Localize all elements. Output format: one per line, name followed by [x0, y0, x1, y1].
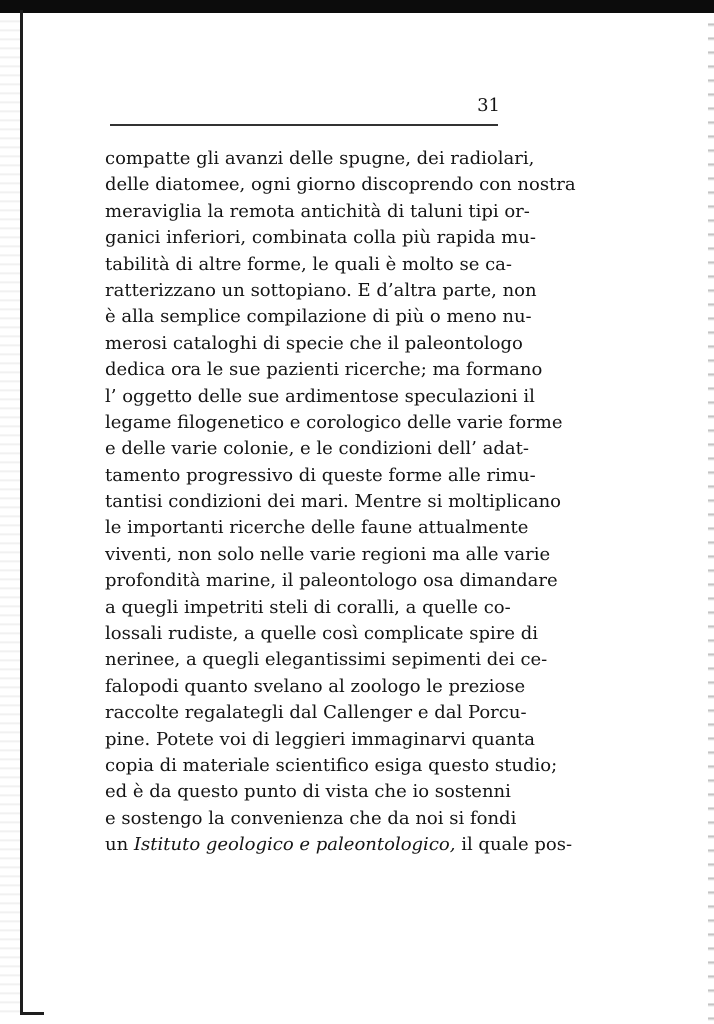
last-line-prefix: un — [105, 834, 129, 856]
text-line: e delle varie colonie, e le condizioni dell’ adat- — [105, 438, 529, 460]
text-line: a quegli impetriti steli di coralli, a quelle co- — [105, 596, 511, 618]
scan-binding-margin — [0, 14, 20, 1014]
institute-name-italic: Istituto geologico e paleontologico, — [133, 834, 456, 856]
page-number: 31 — [477, 95, 500, 116]
text-line: e sostengo la convenienza che da noi si fondi — [105, 807, 517, 829]
text-line: lossali rudiste, a quelle così complicate spire di — [105, 623, 539, 645]
text-line: nerinee, a quegli elegantissimi sepimenti dei ce- — [105, 649, 548, 671]
text-line: legame filogenetico e corologico delle varie forme — [105, 411, 563, 433]
body-text — [105, 146, 576, 832]
text-line: le importanti ricerche delle faune attualmente — [105, 517, 529, 539]
text-line: tamento progressivo di queste forme alle rimu- — [105, 464, 536, 486]
text-line: viventi, non solo nelle varie regioni ma alle varie — [105, 543, 551, 565]
text-line: tabilità di altre forme, le quali è molto se ca- — [105, 253, 512, 275]
scan-top-border — [0, 0, 714, 13]
text-line: ganici inferiori, combinata colla più rapida mu- — [105, 227, 536, 249]
text-line: falopodi quanto svelano al zoologo le preziose — [105, 675, 526, 697]
last-line-suffix: il quale pos- — [461, 834, 573, 856]
page-left-edge — [20, 10, 23, 1015]
text-line: merosi cataloghi di specie che il paleontologo — [105, 332, 523, 354]
text-line: profondità marine, il paleontologo osa dimandare — [105, 570, 558, 592]
text-line: ratterizzano un sottopiano. E d’altra parte, non — [105, 279, 537, 301]
text-line: copia di materiale scientifico esiga questo studio; — [105, 754, 558, 776]
text-line: pine. Potete voi di leggieri immaginarvi quanta — [105, 728, 535, 750]
text-line: è alla semplice compilazione di più o meno nu- — [105, 306, 532, 328]
text-line: meraviglia la remota antichità di taluni tipi or- — [105, 200, 530, 222]
text-line-last — [105, 832, 573, 858]
text-line: compatte gli avanzi delle spugne, dei radiolari, — [105, 148, 535, 169]
text-line: l’ oggetto delle sue ardimentose speculazioni il — [105, 385, 535, 407]
page-left-edge-foot — [20, 1012, 44, 1015]
text-line: delle diatomee, ogni giorno discoprendo con nostra — [105, 174, 576, 196]
scan-right-edge — [708, 13, 714, 1024]
text-line: raccolte regalategli dal Callenger e dal Porcu- — [105, 702, 527, 724]
header-rule — [110, 124, 498, 126]
text-line: ed è da questo punto di vista che io sostenni — [105, 781, 511, 803]
text-line: dedica ora le sue pazienti ricerche; ma formano — [105, 359, 543, 381]
text-line: tantisi condizioni dei mari. Mentre si moltiplicano — [105, 491, 561, 513]
